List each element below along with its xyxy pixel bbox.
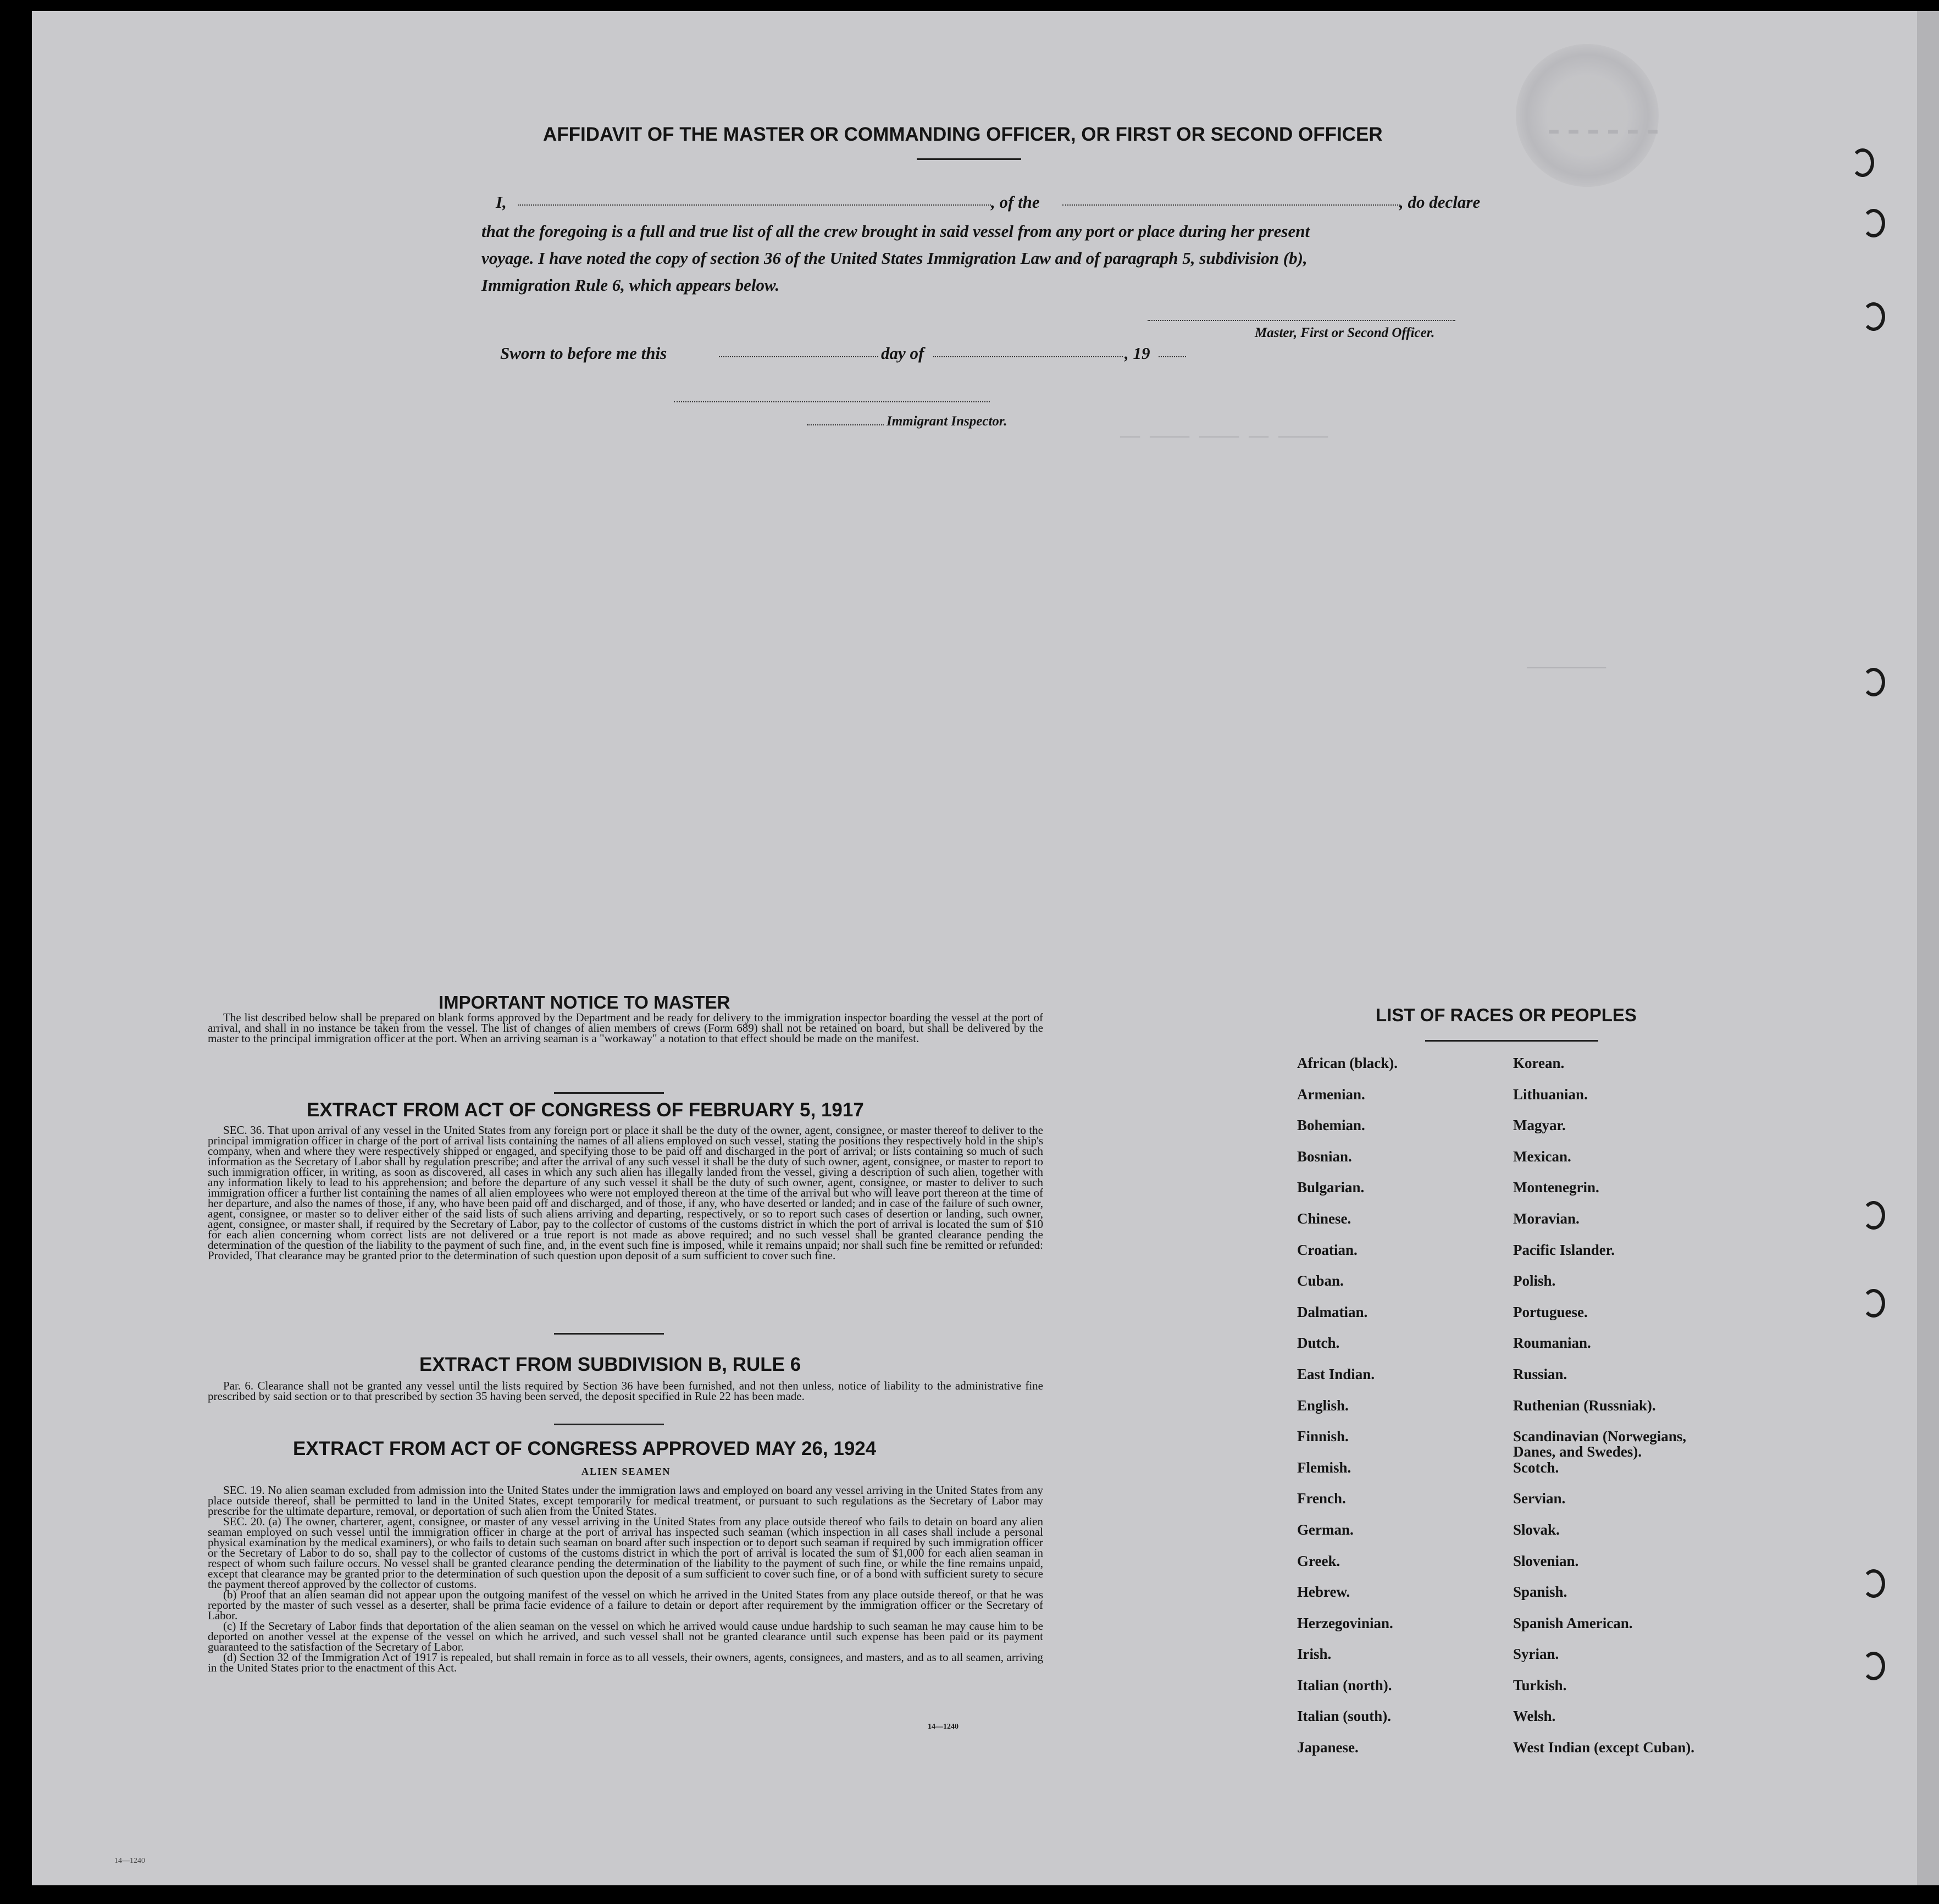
- race-item: Portuguese.: [1513, 1303, 1588, 1320]
- affidavit-do-declare: , do declare: [1399, 192, 1481, 212]
- race-item: Pacific Islander.: [1513, 1241, 1615, 1258]
- affidavit-i: I,: [496, 192, 507, 212]
- race-item: Korean.: [1513, 1055, 1565, 1071]
- race-item: Spanish.: [1513, 1584, 1567, 1601]
- race-item: Servian.: [1513, 1490, 1566, 1507]
- race-item: Cuban.: [1297, 1272, 1344, 1289]
- affidavit-of-the: , of the: [991, 192, 1040, 212]
- rule6-text: [208, 1381, 1043, 1402]
- race-item: African (black).: [1297, 1055, 1398, 1071]
- race-item: Russian.: [1513, 1365, 1567, 1382]
- race-item: East Indian.: [1297, 1365, 1375, 1382]
- divider: [917, 158, 1021, 160]
- inspector-caption: Immigrant Inspector.: [887, 414, 1007, 429]
- extract-1924-title: EXTRACT FROM ACT OF CONGRESS APPROVED MAY 26, 1924: [293, 1438, 877, 1459]
- race-item: Scotch.: [1513, 1459, 1559, 1476]
- race-item: Scandinavian (Norwegians, Danes, and Swedes).: [1513, 1428, 1687, 1460]
- section-20c-paragraph: (c) If the Secretary of Labor finds that deportation of the alien seaman on the vessel on which he arrived would cause undue hardship to such seaman he may cause him to be deported on another vessel at the expense of the vessel on which he arrived, and such vessel shall not be granted clearance until such expense has been paid or its payment guaranteed to the satisfaction of the Secretary of Labor.: [208, 1619, 1043, 1653]
- year-label: , 19: [1124, 344, 1150, 363]
- race-item: French.: [1297, 1490, 1346, 1507]
- race-item: Herzegovinian.: [1297, 1614, 1393, 1631]
- race-item: Dutch.: [1297, 1335, 1340, 1352]
- section-20b-paragraph: (b) Proof that an alien seaman did not appear upon the outgoing manifest of the vessel on which he arrived in the United States from any place outside thereof, or that he was reported by the master of such vessel as a deserter, shall be prima facie evidence of a failure to detain or deport after requirement by the immigration officer or the Secretary of Labor.: [208, 1588, 1043, 1622]
- page-edge: [1917, 11, 1939, 1885]
- embossed-seal: [1516, 44, 1659, 187]
- race-item: Armenian.: [1297, 1086, 1365, 1103]
- race-item: Welsh.: [1513, 1708, 1556, 1725]
- affidavit-line: that the foregoing is a full and true list of all the crew brought in said vessel from any port or place during her present: [481, 222, 1310, 241]
- races-right-column: [1513, 1055, 1727, 1771]
- race-item: English.: [1297, 1397, 1349, 1414]
- binder-hole: [1862, 209, 1885, 237]
- race-item: Japanese.: [1297, 1739, 1359, 1756]
- notice-title: IMPORTANT NOTICE TO MASTER: [439, 992, 730, 1012]
- race-item: Bulgarian.: [1297, 1179, 1365, 1196]
- vessel-blank[interactable]: [1062, 204, 1400, 206]
- name-blank[interactable]: [518, 204, 991, 206]
- day-of-label: day of: [881, 344, 924, 363]
- sworn-year-blank[interactable]: [1159, 356, 1186, 357]
- affidavit-line: voyage. I have noted the copy of section 36 of the United States Immigration Law and of paragraph 5, subdivision (b),: [481, 248, 1308, 268]
- extract-1924-text: [208, 1485, 1043, 1673]
- binder-hole: [1862, 1569, 1885, 1598]
- sworn-month-blank[interactable]: [933, 356, 1123, 357]
- race-item: Roumanian.: [1513, 1335, 1591, 1352]
- affidavit-title: AFFIDAVIT OF THE MASTER OR COMMANDING OFFICER, OR FIRST OR SECOND OFFICER: [543, 124, 1383, 145]
- race-item: Turkish.: [1513, 1676, 1567, 1693]
- divider: [1425, 1040, 1598, 1042]
- race-item: Dalmatian.: [1297, 1303, 1368, 1320]
- bleed-through-text: ── ──── ──── ── ─────: [1120, 429, 1328, 447]
- affidavit-line: Immigration Rule 6, which appears below.: [481, 275, 780, 295]
- binder-hole: [1862, 302, 1885, 331]
- race-item: Montenegrin.: [1513, 1179, 1599, 1196]
- race-item: Flemish.: [1297, 1459, 1351, 1476]
- races-title: LIST OF RACES OR PEOPLES: [1376, 1005, 1637, 1025]
- inspector-leader: [807, 424, 884, 425]
- race-item: Italian (north).: [1297, 1676, 1392, 1693]
- bleed-through-text: ▬ ▬ ▬ ▬ ▬ ▬: [1549, 121, 1658, 140]
- notice-paragraph: The list described below shall be prepared on blank forms approved by the Department and be ready for delivery to the immigration inspector boarding the vessel at the port of arrival, and shall in no instance be taken from the vessel. The list of changes of alien members of crews (Form 689) shall not be retained on board, but shall be delivered by the master to the principal immigration officer at the port. When an arriving seaman is a "workaway" a notation to that effect should be made on the manifest.: [208, 1011, 1043, 1045]
- section-20d-paragraph: (d) Section 32 of the Immigration Act of 1917 is repealed, but shall remain in force as to all vessels, their owners, agents, consignees, and masters, and as to all seamen, arriving in the United States prior to the enactment of this Act.: [208, 1651, 1043, 1674]
- sworn-label: Sworn to before me this: [500, 344, 667, 363]
- race-item: Magyar.: [1513, 1117, 1566, 1134]
- race-item: Mexican.: [1513, 1148, 1571, 1165]
- binder-hole: [1862, 668, 1885, 696]
- race-item: Ruthenian (Russniak).: [1513, 1397, 1656, 1414]
- race-item: Slovak.: [1513, 1521, 1560, 1538]
- race-item: Italian (south).: [1297, 1708, 1392, 1725]
- race-item: German.: [1297, 1521, 1354, 1538]
- divider: [554, 1092, 664, 1094]
- bleed-through-text: ────────: [1527, 660, 1606, 678]
- master-signature-blank[interactable]: [1148, 320, 1455, 321]
- race-item: Croatian.: [1297, 1241, 1358, 1258]
- race-item: Bohemian.: [1297, 1117, 1365, 1134]
- race-item: Slovenian.: [1513, 1552, 1579, 1569]
- form-number: 14—1240: [928, 1723, 959, 1731]
- alien-seamen-subtitle: ALIEN SEAMEN: [581, 1466, 671, 1477]
- race-item: Moravian.: [1513, 1210, 1580, 1227]
- binder-hole: [1851, 148, 1874, 177]
- race-item: West Indian (except Cuban).: [1513, 1739, 1695, 1756]
- races-left-column: [1297, 1055, 1462, 1771]
- divider: [554, 1333, 664, 1335]
- extract-1917-text: [208, 1125, 1043, 1261]
- section-36-paragraph: SEC. 36. That upon arrival of any vessel in the United States from any foreign port or place it shall be the duty of the owner, agent, consignee, or master thereof to deliver to the principal immigration officer in charge of the port of arrival lists containing the names of all aliens employed on such vessel, stating the positions they respectively hold in the ship's company, when and where they were respectively shipped or engaged, and specifying those to be paid off and discharged in the port of arrival; or lists containing so much of such information as the Secretary of Labor shall by regulation prescribe; and after the arrival of any such vessel it shall be the duty of such owner, agent, consignee, or master to report to such immigration officer, in writing, as soon as discovered, all cases in which any such alien has illegally landed from the vessel, giving a description of such alien, together with any information likely to lead to his apprehension; and before the departure of any such vessel it shall be the duty of such owner, agent, consignee, or master to deliver to such immigration officer a further list containing the names of all alien employees who were not employed thereon at the time of the arrival but who will leave port thereon at the time of her departure, and also the names of those, if any, who have been paid off and discharged, and of those, if any, who have deserted or landed; and in case of the failure of such owner, agent, consignee, or master so to deliver either of the said lists of such aliens arriving and departing, respectively, or so to report such cases of desertion or landing, such owner, agent, consignee, or master shall, if required by the Secretary of Labor, pay to the collector of customs of the customs district in which the port of arrival is located the sum of $10 for each alien concerning whom correct lists are not delivered or a true report is not made as above required; and no such vessel shall be granted clearance pending the determination of the question of the liability to the payment of such fine, and, in the event such fine is imposed, while it remains unpaid; nor shall such fine be remitted or refunded: Provided, That clearance may be granted prior to the determination of such question upon deposit of a sum sufficient to cover such fine.: [208, 1123, 1043, 1262]
- race-item: Hebrew.: [1297, 1584, 1350, 1601]
- divider: [554, 1424, 664, 1425]
- notice-text: [208, 1012, 1043, 1044]
- footer-form-number: 14—1240: [114, 1857, 145, 1865]
- race-item: Polish.: [1513, 1272, 1556, 1289]
- race-item: Syrian.: [1513, 1646, 1559, 1663]
- rule6-title: EXTRACT FROM SUBDIVISION B, RULE 6: [419, 1354, 801, 1375]
- race-item: Greek.: [1297, 1552, 1340, 1569]
- master-caption: Master, First or Second Officer.: [1255, 325, 1435, 340]
- race-item: Chinese.: [1297, 1210, 1351, 1227]
- sworn-day-blank[interactable]: [719, 356, 878, 357]
- document-page: [32, 11, 1939, 1885]
- extract-1917-title: EXTRACT FROM ACT OF CONGRESS OF FEBRUARY 5, 1917: [307, 1099, 864, 1121]
- section-19-paragraph: SEC. 19. No alien seaman excluded from admission into the United States under the immigration laws and employed on board any vessel arriving in the United States from any place outside thereof, shall be permitted to land in the United States, except temporarily for medical treatment, or pursuant to such regulations as the Secretary of Labor may prescribe for the ultimate departure, removal, or deportation of such alien from the United States.: [208, 1484, 1043, 1518]
- rule6-paragraph: Par. 6. Clearance shall not be granted any vessel until the lists required by Section 36 have been furnished, and not then unless, notice of liability to the administrative fine prescribed by said section or to that prescribed by section 35 having been served, the deposit specified in Rule 22 has been made.: [208, 1379, 1043, 1403]
- race-item: Irish.: [1297, 1646, 1332, 1663]
- binder-hole: [1862, 1652, 1885, 1680]
- race-item: Spanish American.: [1513, 1614, 1633, 1631]
- section-20a-paragraph: SEC. 20. (a) The owner, charterer, agent, consignee, or master of any vessel arriving in the United States from any place outside thereof who fails to detain on board any alien seaman employed on such vessel until the immigration officer in charge at the port of arrival has inspected such seaman (which inspection in all cases shall include a personal physical examination by the medical examiners), or who fails to detain such seaman on board after such inspection or to deport such seaman if required by such immigration officer or the Secretary of Labor to do so, shall pay to the collector of customs of the customs district in which the port of arrival is located the sum of $1,000 for each alien seaman in respect of whom such failure occurs. No vessel shall be granted clearance pending the determination of the liability to the payment of such fine, or while the fine remains unpaid, except that clearance may be granted prior to the determination of such question upon the deposit of a sum sufficient to cover such fine, or of a bond with sufficient surety to secure the payment thereof approved by the collector of customs.: [208, 1515, 1043, 1591]
- inspector-signature-blank[interactable]: [674, 401, 990, 402]
- race-item: Lithuanian.: [1513, 1086, 1588, 1103]
- binder-hole: [1862, 1289, 1885, 1318]
- race-item: Bosnian.: [1297, 1148, 1352, 1165]
- binder-hole: [1862, 1201, 1885, 1230]
- race-item: Finnish.: [1297, 1428, 1349, 1445]
